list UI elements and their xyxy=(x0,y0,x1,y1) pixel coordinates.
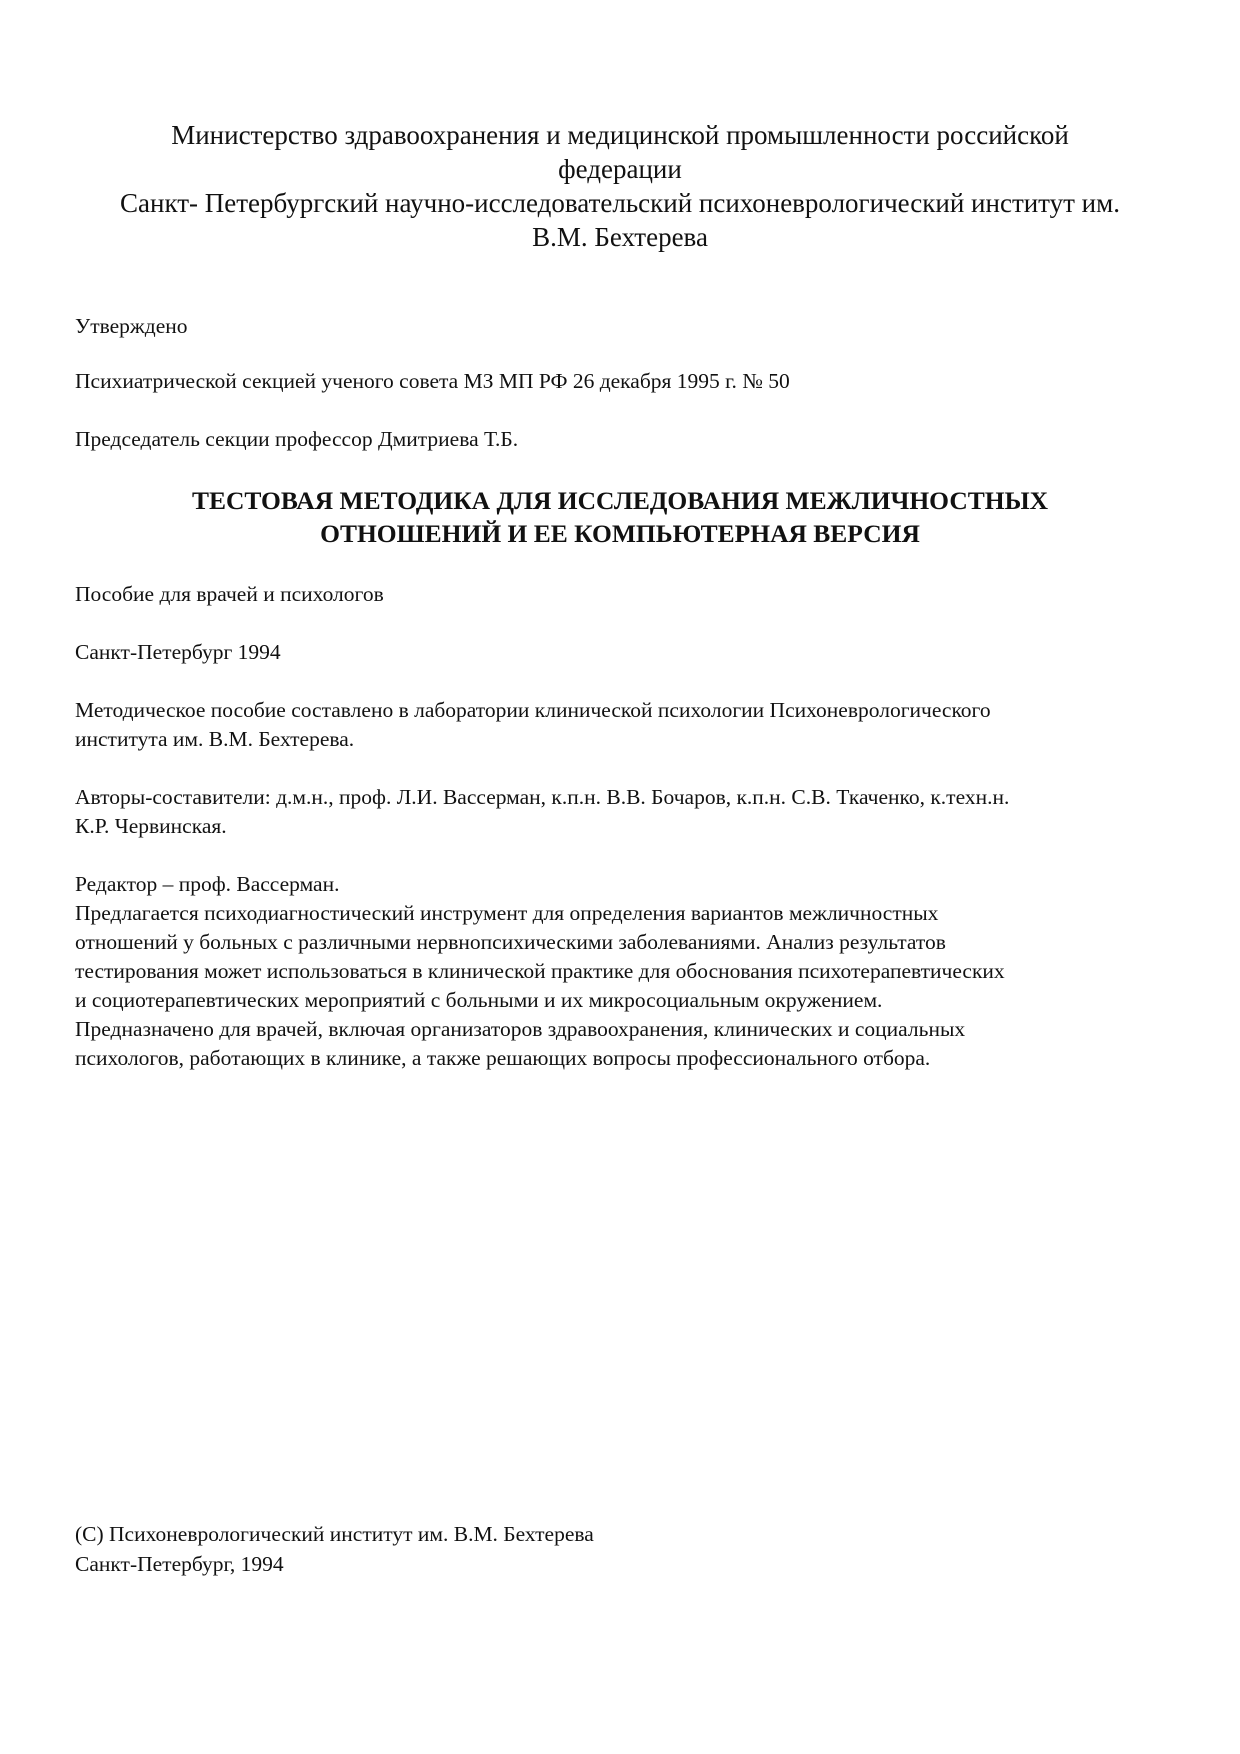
description-line-2: отношений у больных с различными нервнопсихическими заболеваниями. Анализ результатов xyxy=(75,930,946,954)
description-line-4: и социотерапевтических мероприятий с больными и их микросоциальным окружением. xyxy=(75,988,883,1012)
footer-city-year: Санкт-Петербург, 1994 xyxy=(75,1552,284,1576)
institute-line-1: Санкт- Петербургский научно-исследовательский психоневрологический институт им. xyxy=(120,188,1120,218)
ministry-header xyxy=(70,118,1170,254)
city-year: Санкт-Петербург 1994 xyxy=(75,640,281,664)
authors-line-1: Авторы-составители: д.м.н., проф. Л.И. Вассерман, к.п.н. В.В. Бочаров, к.п.н. С.В. Ткаченко, к.техн.н. xyxy=(75,785,1010,809)
approved-by-section: Психиатрической секцией ученого совета МЗ МП РФ 26 декабря 1995 г. № 50 xyxy=(75,369,790,393)
copyright-line: (С) Психоневрологический институт им. В.М. Бехтерева xyxy=(75,1522,594,1546)
audience-paragraph xyxy=(75,1015,1165,1073)
title-line-2: ОТНОШЕНИЙ И ЕЕ КОМПЬЮТЕРНАЯ ВЕРСИЯ xyxy=(320,519,920,548)
description-line-3: тестирования может использоваться в клинической практике для обоснования психотерапевтических xyxy=(75,959,1005,983)
subtitle: Пособие для врачей и психологов xyxy=(75,582,384,606)
section-chairman: Председатель секции профессор Дмитриева Т.Б. xyxy=(75,427,519,451)
audience-line-1: Предназначено для врачей, включая организаторов здравоохранения, клинических и социальных xyxy=(75,1017,966,1041)
document-title xyxy=(75,484,1165,550)
authors-paragraph xyxy=(75,783,1165,841)
institute-line-2: В.М. Бехтерева xyxy=(532,222,708,252)
audience-line-2: психологов, работающих в клинике, а также решающих вопросы профессионального отбора. xyxy=(75,1046,931,1070)
authors-line-2: К.Р. Червинская. xyxy=(75,814,227,838)
description-line-1: Предлагается психодиагностический инструмент для определения вариантов межличностных xyxy=(75,901,939,925)
editor-line: Редактор – проф. Вассерман. xyxy=(75,872,340,896)
compiled-in-line-1: Методическое пособие составлено в лаборатории клинической психологии Психоневрологического xyxy=(75,698,991,722)
compiled-in-line-2: института им. В.М. Бехтерева. xyxy=(75,727,355,751)
description-paragraph xyxy=(75,899,1165,1015)
copyright-footer xyxy=(75,1519,594,1579)
title-line-1: ТЕСТОВАЯ МЕТОДИКА ДЛЯ ИССЛЕДОВАНИЯ МЕЖЛИЧНОСТНЫХ xyxy=(191,486,1049,515)
ministry-line-2: федерации xyxy=(558,154,682,184)
ministry-line-1: Министерство здравоохранения и медицинской промышленности российской xyxy=(171,120,1069,150)
compiled-in-paragraph xyxy=(75,696,1165,754)
approved-label: Утверждено xyxy=(75,314,188,338)
